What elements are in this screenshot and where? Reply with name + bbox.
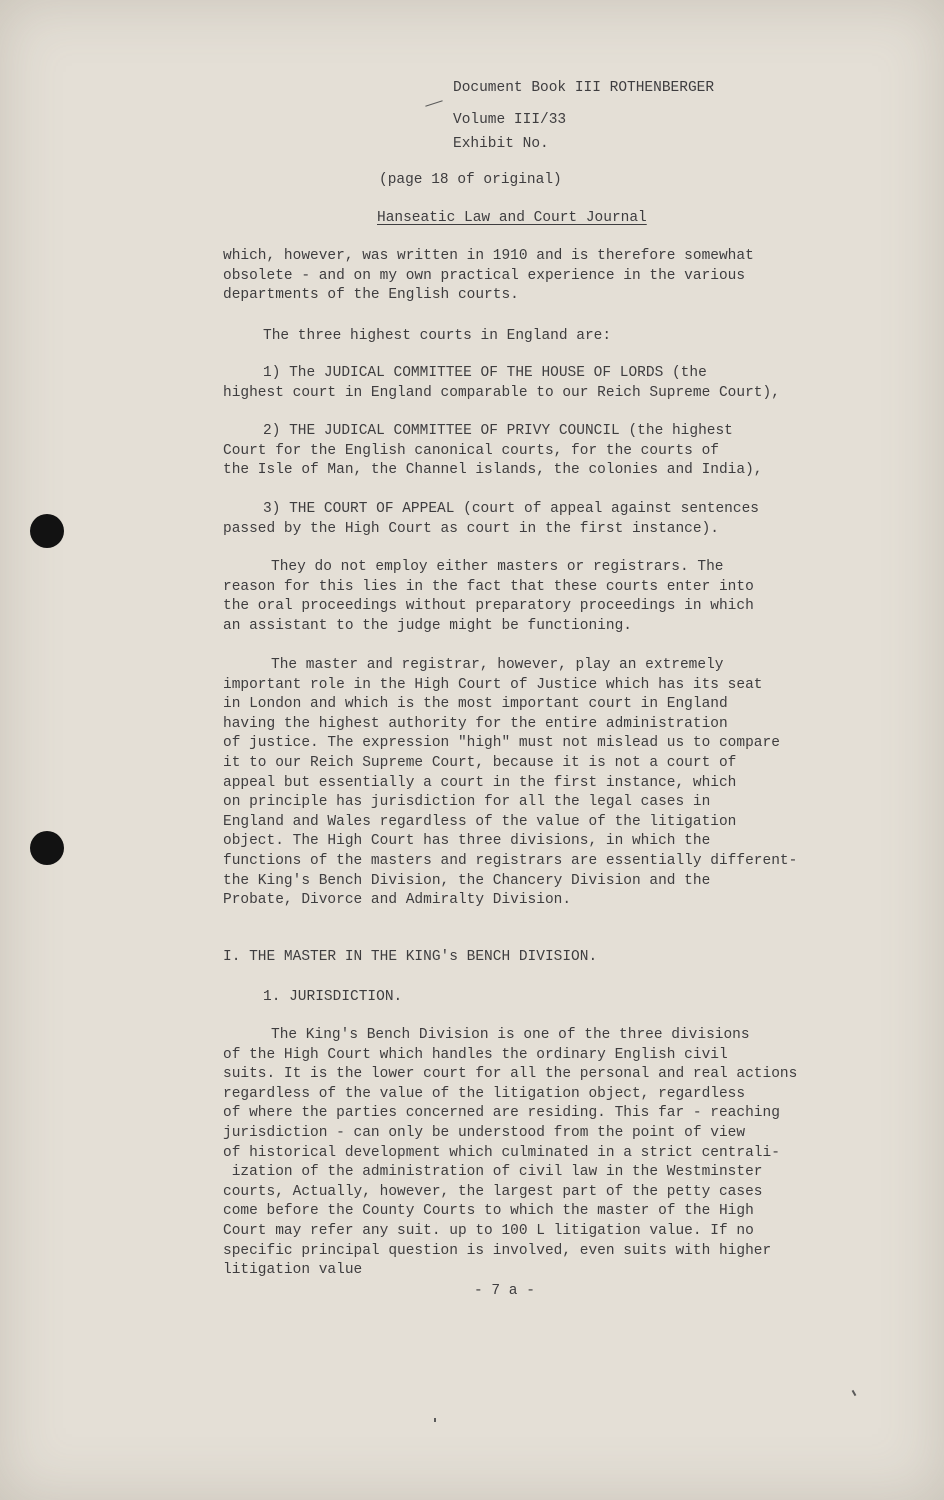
punch-hole [30,514,64,548]
high-court-paragraph: The master and registrar, however, play an extremely important role in the High Court of Justice which has its seat in London and which is the most important court in England having the highest authority for the entire administration of justice. The expression "high" must not mislead us to compare it to our Reich Supreme Court, because it is not a court of appeal but essentially a court in the first instance, which on principle has jurisdiction for all the legal cases in England and Wales regardless of the value of the litigation object. The High Court has three divisions, in which the functions of the masters and registrars are essentially different- the King's Bench Division, the Chancery Division and the Probate, Divorce and Admiralty Division. [223,657,798,909]
kings-bench-paragraph: The King's Bench Division is one of the three divisions of the High Court which handles the ordinary English civil suits. It is the lower court for all the personal and real actions regardless of the value of the litigation object, regardless of where the parties concerned are residing. This far - reaching jurisdiction - can only be understood from the point of view of historical development which culminated in a strict centrali- ization of the administration of civil law in the Westminster courts, Actually, however, the largest part of the petty cases come before the County Courts to which the master of the High Court may refer any suit. up to 100 L litigation value. If no specific principal question is involved, even suits with higher litigation value [223,1027,798,1279]
exhibit-label: Exhibit No. [453,136,549,152]
page-reference: (page 18 of original) [379,172,562,188]
intro-paragraph: which, however, was written in 1910 and is therefore somewhat obsolete - and on my own practical experience in the various departments of the English courts. [223,248,754,304]
three-courts-line: The three highest courts in England are: [263,328,612,344]
speck-mark [852,1390,857,1396]
court-item-2: 2) THE JUDICAL COMMITTEE OF PRIVY COUNCIL (the highest Court for the English canonical courts, for the courts of the Isle of Man, the Channel islands, the colonies and India), [223,423,763,479]
masters-registrars-paragraph: They do not employ either masters or registrars. The reason for this lies in the fact that these courts enter into the oral proceedings without preparatory proceedings in which an assistant to the judge might be functioning. [223,559,754,634]
section-heading: I. THE MASTER IN THE KING's BENCH DIVISION. [223,949,598,965]
court-item-3: 3) THE COURT OF APPEAL (court of appeal against sentences passed by the High Court as court in the first instance). [223,501,759,537]
pen-mark [425,100,442,107]
volume-label: Volume III/33 [453,112,567,128]
page-number: - 7 a - [474,1283,535,1299]
court-item-1: 1) The JUDICAL COMMITTEE OF THE HOUSE OF LORDS (the highest court in England comparable to our Reich Supreme Court), [223,365,780,401]
journal-title: Hanseatic Law and Court Journal [377,210,647,226]
speck-mark [434,1418,436,1422]
subsection-heading: 1. JURISDICTION. [263,989,403,1005]
punch-hole [30,831,64,865]
document-book-label: Document Book III ROTHENBERGER [453,80,715,96]
